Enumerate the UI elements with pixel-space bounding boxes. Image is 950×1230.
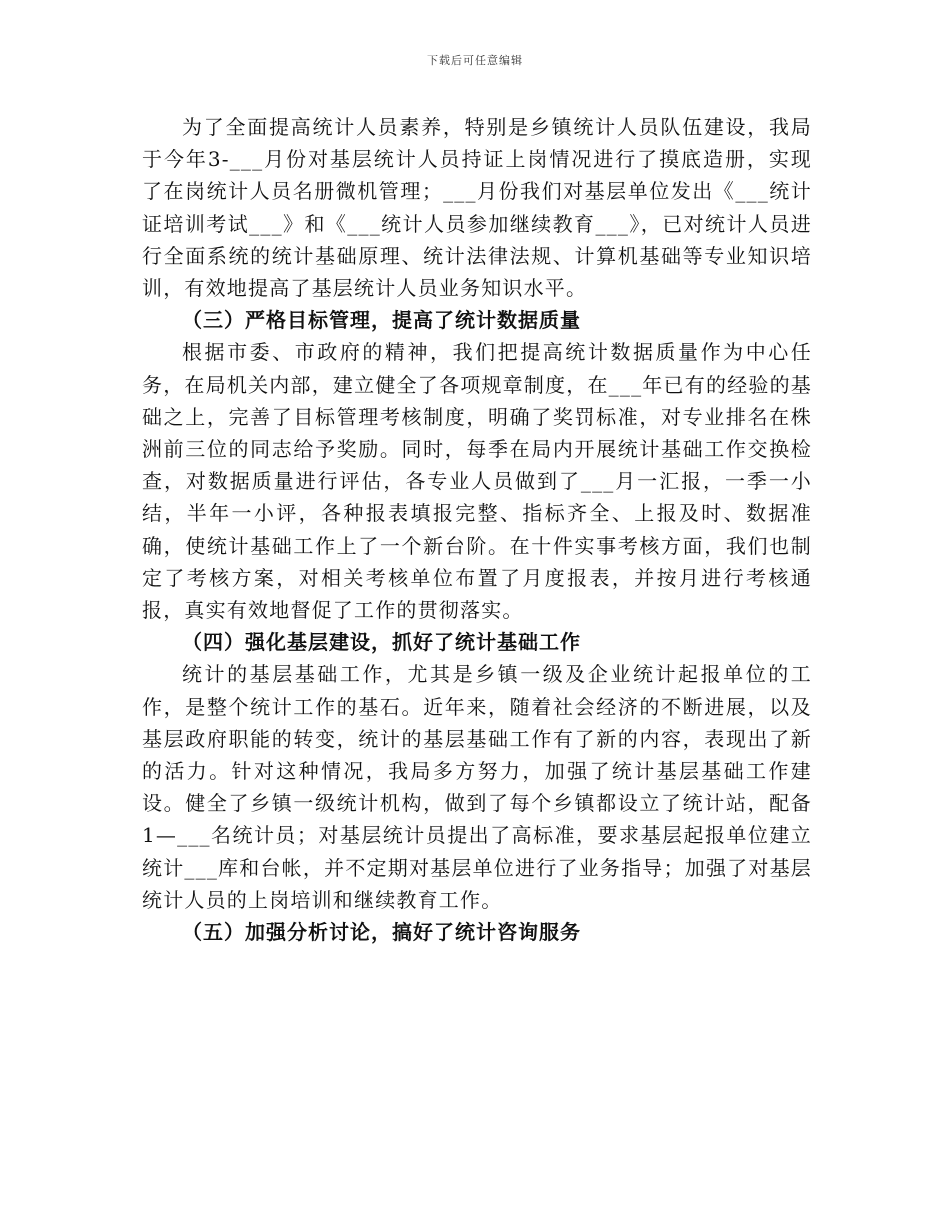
section-heading-3: （三）严格目标管理，提高了统计数据质量	[182, 308, 581, 333]
paragraph-grassroots-work: 统计的基层基础工作，尤其是乡镇一级及企业统计起报单位的工作，是整个统计工作的基石。近年来，随着社会经济的不断进展，以及基层政府职能的转变，统计的基层基础工作有了新的内容，表现出了新的活力。针对这种情况，我局多方努力，加强了统计基层基础工作建设。健全了乡镇一级统计机构，做到了每个乡镇都设立了统计站，配备1—___名统计员；对基层统计员提出了高标准，要求基层起报单位建立统计___库和台帐，并不定期对基层单位进行了业务指导；加强了对基层统计人员的上岗培训和继续教育工作。	[142, 662, 812, 912]
paragraph-data-quality: 根据市委、市政府的精神，我们把提高统计数据质量作为中心任务，在局机关内部，建立健全了各项规章制度，在___年已有的经验的基础之上，完善了目标管理考核制度，明确了奖罚标准，对专业排名在株洲前三位的同志给予奖励。同时，每季在局内开展统计基础工作交换检查，对数据质量进行评估，各专业人员做到了___月一汇报，一季一小结，半年一小评，各种报表填报完整、指标齐全、上报及时、数据准确，使统计基础工作上了一个新台阶。在十件实事考核方面，我们也制定了考核方案，对相关考核单位布置了月度报表，并按月进行考核通报，真实有效地督促了工作的贯彻落实。	[142, 340, 812, 623]
section-heading-4: （四）强化基层建设，抓好了统计基础工作	[182, 630, 581, 655]
document-body	[142, 111, 812, 948]
section-heading-5: （五）加强分析讨论，搞好了统计咨询服务	[182, 920, 581, 945]
paragraph-staff-training: 为了全面提高统计人员素养，特别是乡镇统计人员队伍建设，我局于今年3-___月份对基层统计人员持证上岗情况进行了摸底造册，实现了在岗统计人员名册微机管理；___月份我们对基层单位发出《___统计证培训考试___》和《___统计人员参加继续教育___》，已对统计人员进行全面系统的统计基础原理、统计法律法规、计算机基础等专业知识培训，有效地提高了基层统计人员业务知识水平。	[142, 115, 812, 301]
page-header: 下载后可任意编辑	[427, 54, 523, 67]
